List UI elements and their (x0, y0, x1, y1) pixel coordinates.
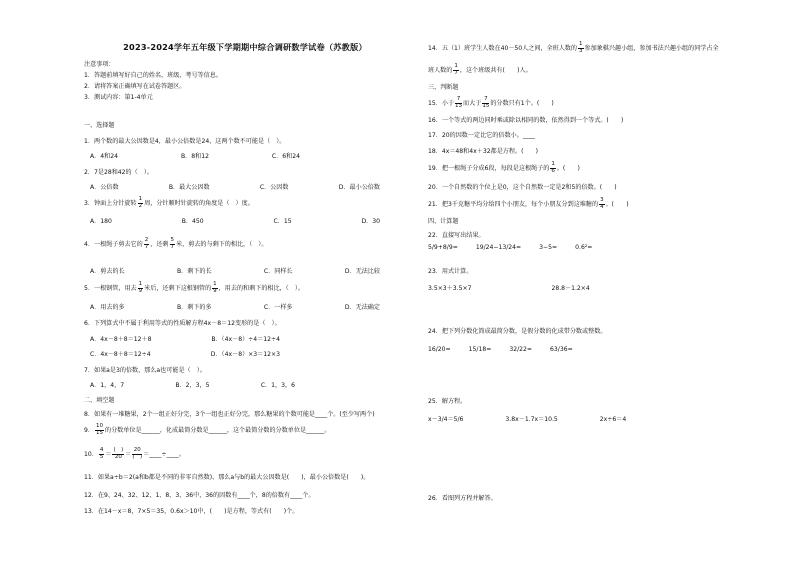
question-24-items (428, 346, 773, 353)
fraction: $\frac{20}{( )}$ (132, 447, 143, 460)
option: A．剪去的长 (90, 268, 125, 275)
question-21: 21．把3千克糖平均分给四个小朋友，每个小朋友分到这堆糖的 $\frac{3}{4}$ 。( ) (428, 197, 629, 210)
option: A．4x－8＋8＝12＋8 (90, 336, 152, 343)
option: B．（4x－8）÷4＝12÷4 (211, 336, 280, 343)
question-8: 8．如果有一堆糖果，2个一组正好分完，3个一组也正好分完，那么糖果的个数可能是____个。(至少写两个) (84, 411, 375, 418)
fraction: $\frac{1}{9}$ (213, 281, 217, 294)
question-6: 6．下列算式中不属于利用等式的性质解方程4x－8＝12变形的是（ ）。 (84, 320, 281, 327)
option: C．4x－8＋8＝12÷4 (90, 351, 151, 358)
option: D．最小公倍数 (338, 184, 380, 191)
question-13: 13．在14－x＝8，7×5＝35，0.6x＞10中，( )是方程，等式有( )个。 (84, 508, 299, 515)
fraction: $\frac{3}{4}$ (600, 197, 604, 210)
question-4-options (90, 266, 380, 275)
option: A．1，4，7 (90, 382, 125, 389)
question-2-options (90, 182, 380, 191)
question-6-options-b (90, 349, 280, 358)
option: C．一样多 (263, 304, 293, 311)
question-14: 14．五（1）班学生人数在40－50人之间，全班人数的 $\frac{1}{3}$ 参加象棋兴趣小组，参加书法兴趣小组的同学占全 (428, 41, 719, 54)
equation-item: 2x÷6＝4 (599, 416, 627, 423)
option: A．用去的多 (90, 304, 125, 311)
fraction: $\frac{7}{13}$ (455, 96, 463, 109)
option: B．最大公因数 (168, 184, 210, 191)
question-3: 3．钟面上分针旋转 $\frac{1}{2}$ 周，分针顺时针旋转的角度是（ ）度。 (84, 196, 254, 209)
question-7-options (90, 380, 295, 389)
option: B．剩下的长 (176, 268, 212, 275)
question-11: 11．如果a÷b＝2(a和b都是不同的非零自然数)，那么a与b的最大公因数是( )，最小公倍数是( )。 (84, 474, 370, 481)
notes-block (84, 59, 384, 103)
question-3-options (90, 216, 380, 225)
equation-item: x－3/4＝5/6 (428, 416, 464, 423)
fraction: $\frac{10}{15}$ (95, 423, 103, 436)
calc-item: 5/9+8/9= (428, 244, 458, 251)
fraction: $\frac{5}{7}$ (170, 237, 175, 250)
question-24: 24．把下列分数化简成最简分数，是假分数的化成带分数或整数。 (428, 328, 607, 335)
question-9: 9． $\frac{10}{15}$ 的分数单位是______，化成最简分数是______，这个最简分数的分数单位是______。 (84, 423, 331, 436)
note-line: 3．测试内容：第1-4单元 (84, 94, 153, 101)
simplify-item: 16/20= (428, 346, 451, 353)
option: D．（4x－8）×3＝12×3 (210, 351, 280, 358)
calc-item: 3−5= (539, 244, 558, 251)
option: A．180 (90, 218, 112, 225)
question-25-items (428, 414, 773, 423)
option: A．公倍数 (90, 184, 119, 191)
question-23: 23．用式计算。 (428, 268, 473, 275)
question-26: 26．看图列方程并解答。 (428, 495, 497, 502)
option: D．无法比较 (344, 268, 380, 275)
simplify-item: 63/36= (550, 346, 573, 353)
question-23-items (428, 283, 773, 292)
option: B．2，3，5 (175, 382, 210, 389)
calc-item: 3.5×3＋3.5×7 (428, 285, 472, 292)
option: B．8和12 (180, 153, 209, 160)
question-25: 25．解方程。 (428, 398, 467, 405)
section-judge-title: 三、判断题 (428, 84, 459, 91)
question-5: 5．一根钢管，用去 $\frac{1}{9}$ 米后，还剩下这根钢管的 $\frac{1}{9}$ ，用去的和剩下的相比，（ ）。 (84, 281, 304, 294)
option: C．1，3，6 (260, 382, 295, 389)
note-line: 1．答题前填写好自己的姓名、班级、考号等信息。 (84, 72, 222, 79)
fraction: $\frac{1}{2}$ (138, 196, 143, 209)
question-5-options (90, 302, 380, 311)
calc-item: 0.6²= (575, 244, 593, 251)
note-line: 注意事项： (84, 61, 115, 68)
question-6-options-a (90, 334, 280, 343)
option: C．15 (273, 218, 292, 225)
question-10: 10． $\frac{4}{5}$ ＝ $\frac{( )}{20}$ ＝ $\frac{20}{( )}$ ＝____÷____。 (84, 447, 185, 460)
option: A．4和24 (90, 153, 118, 160)
question-19: 19．把一根绳子分成6段，每段是这根绳子的 $\frac{1}{6}$ 。( ) (428, 161, 580, 174)
question-1: 1．两个数的最大公因数是4，最小公倍数是24，这两个数不可能是（ ）。 (84, 138, 286, 145)
question-4: 4．一根绳子剪去它的 $\frac{2}{7}$ ，还剩 $\frac{5}{7}$ 米，剪去的与剩下的相比，（ ）。 (84, 237, 268, 250)
fraction: $\frac{4}{5}$ (99, 447, 104, 460)
question-18: 18．4x＝48和4x＋32都是方程。( ) (428, 148, 539, 155)
fraction: $\frac{1}{6}$ (551, 161, 555, 174)
simplify-item: 15/18= (468, 346, 492, 353)
fraction: $\frac{1}{3}$ (579, 41, 583, 54)
question-22-items (428, 244, 773, 251)
calc-item: 19/24−13/24= (475, 244, 522, 251)
option: C．6和24 (271, 153, 300, 160)
calc-item: 28.8－1.2×4 (551, 285, 590, 292)
question-7: 7．如果a是3的倍数，那么a也可能是（ ）。 (84, 367, 206, 374)
question-1-options (90, 151, 300, 160)
simplify-item: 32/22= (509, 346, 533, 353)
section-calc-title: 四、计算题 (428, 218, 459, 225)
question-17: 17．20的因数一定比它的倍数小。____ (428, 132, 535, 139)
option: D．无法确定 (344, 304, 380, 311)
equation-item: 3.8x－1.7x＝10.5 (505, 416, 558, 423)
option: C．公因数 (259, 184, 289, 191)
fraction: $\frac{1}{7}$ (454, 63, 458, 76)
question-2: 2．7是28和42的（ ）。 (84, 169, 153, 176)
question-16: 16．一个等式的两边同时乘或除以相同的数，依然得到一个等式。( ) (428, 117, 624, 124)
question-20: 20．一个自然数的个位上是0，这个自然数一定是2和5的倍数。( ) (428, 184, 617, 191)
note-line: 2．请将答案正确填写在试卷答题区。 (84, 83, 186, 90)
option: C．同样长 (263, 268, 293, 275)
section-choice-title: 一、选择题 (84, 122, 115, 129)
question-22: 22．直接写出结果。 (428, 232, 485, 239)
question-15: 15．小于 $\frac{7}{13}$ 而大于 $\frac{7}{15}$ 的分数只有1个。( ) (428, 96, 554, 109)
section-fill-title: 二、填空题 (84, 397, 115, 404)
option: B．450 (181, 218, 204, 225)
exam-title: 2023-2024学年五年级下学期期中综合调研数学试卷（苏教版） (123, 42, 367, 52)
fraction: $\frac{1}{9}$ (138, 281, 143, 294)
option: B．剩下的多 (176, 304, 212, 311)
fraction: $\frac{2}{7}$ (144, 237, 149, 250)
question-14-continued: 班人数的 $\frac{1}{7}$ ，这个班级共有( )人。 (428, 63, 532, 76)
question-12: 12．在9、24、32、12、1、8、3、36中，36的因数有____个，8的倍数有____个。 (84, 492, 315, 499)
fraction: $\frac{7}{15}$ (482, 96, 490, 109)
fraction: $\frac{( )}{20}$ (113, 447, 124, 460)
option: D．30 (361, 218, 380, 225)
